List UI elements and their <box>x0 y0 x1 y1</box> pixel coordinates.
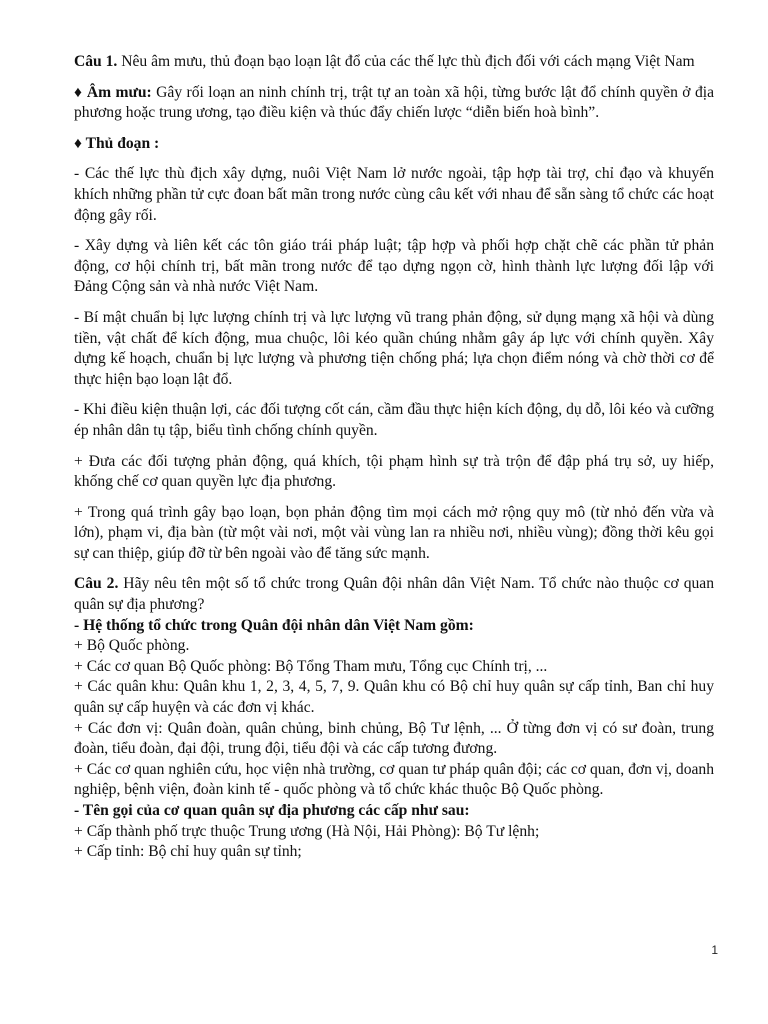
page-number: 1 <box>711 943 718 957</box>
org-item-5: + Các cơ quan nghiên cứu, học viện nhà trường, cơ quan tư pháp quân đội; các cơ quan, đơn vị, doanh nghiệp, bệnh viện, đoàn kinh tế - quốc phòng và tổ chức khác thuộc Bộ Quốc phòng. <box>74 760 714 799</box>
local-military-heading: - Tên gọi của cơ quan quân sự địa phương các cấp như sau: <box>74 802 470 819</box>
question-1 <box>74 52 714 73</box>
thu-doan-item-4: - Khi điều kiện thuận lợi, các đối tượng cốt cán, cầm đầu thực hiện kích động, dụ dỗ, lôi kéo và cưỡng ép nhân dân tụ tập, biểu tình chống chính quyền. <box>74 401 714 439</box>
thu-doan-item-3: - Bí mật chuẩn bị lực lượng chính trị và lực lượng vũ trang phản động, sử dụng mạng xã hội và dùng tiền, vật chất để kích động, mua chuộc, lôi kéo quần chúng nhằm gây áp lực với chính quyền. Xây dựng kế hoạch, chuẩn bị lực lượng và phương tiện chống phá; lựa chọn điểm nóng và chờ thời cơ để thực hiện bạo loạn lật đổ. <box>74 308 714 388</box>
org-item-1: + Bộ Quốc phòng. <box>74 637 190 655</box>
question-2-label: Câu 2. <box>74 575 119 593</box>
question-2 <box>74 574 714 615</box>
question-2-text: Hãy nêu tên một số tổ chức trong Quân đội nhân dân Việt Nam. Tổ chức nào thuộc cơ quan quân sự địa phương? <box>74 575 715 614</box>
am-muu-text: Gây rối loạn an ninh chính trị, trật tự an toàn xã hội, từng bước lật đổ chính quyền ở địa phương hoặc trung ương, tạo điều kiện và thúc đẩy chiến lược “diễn biến hoà bình”. <box>74 83 714 122</box>
thu-doan-item-2: - Xây dựng và liên kết các tôn giáo trái pháp luật; tập hợp và phối hợp chặt chẽ các phần tử phản động, cơ hội chính trị, bất mãn trong nước để tạo dựng ngọn cờ, hình thành lực lượng đối lập với Đảng Cộng sản và nhà nước Việt Nam. <box>74 237 714 296</box>
thu-doan-heading: ♦ Thủ đoạn : <box>74 134 160 152</box>
org-item-2: + Các cơ quan Bộ Quốc phòng: Bộ Tổng Tham mưu, Tổng cục Chính trị, ... <box>74 657 548 675</box>
question-1-label: Câu 1. <box>74 53 118 70</box>
thu-doan-item-1: - Các thế lực thù địch xây dựng, nuôi Việt Nam lở nước ngoài, tập hợp tài trợ, chỉ đạo và khuyến khích những phần tử cực đoan bất mãn trong nước cùng câu kết với nhau để sẵn sàng tổ chức các hoạt động gây rối. <box>74 165 714 224</box>
thu-doan-item-5: + Đưa các đối tượng phản động, quá khích, tội phạm hình sự trà trộn để đập phá trụ sở, uy hiếp, khống chế cơ quan quyền lực địa phương. <box>74 452 714 491</box>
org-item-3: + Các quân khu: Quân khu 1, 2, 3, 4, 5, 7, 9. Quân khu có Bộ chỉ huy quân sự cấp tỉnh, Ban chỉ huy quân sự cấp huyện và các đơn vị khác. <box>74 678 714 717</box>
am-muu-label: ♦ Âm mưu: <box>74 83 152 101</box>
thu-doan-item-6: + Trong quá trình gây bạo loạn, bọn phản động tìm mọi cách mở rộng quy mô (từ nhỏ đến vừa và lớn), phạm vi, địa bàn (từ một vài nơi, một vài vùng lan ra nhiều nơi, nhiều vùng); đồng thời kêu gọi sự can thiệp, giúp đỡ từ bên ngoài vào để tăng sức mạnh. <box>74 503 714 562</box>
local-item-2: + Cấp tỉnh: Bộ chỉ huy quân sự tỉnh; <box>74 843 302 861</box>
org-system-heading: - Hệ thống tổ chức trong Quân đội nhân dân Việt Nam gồm: <box>74 616 474 634</box>
local-item-1: + Cấp thành phố trực thuộc Trung ương (Hà Nội, Hải Phòng): Bộ Tư lệnh; <box>74 822 540 840</box>
am-muu-paragraph <box>74 83 714 124</box>
org-item-4: + Các đơn vị: Quân đoàn, quân chủng, binh chủng, Bộ Tư lệnh, ... Ở từng đơn vị có sư đoàn, trung đoàn, tiểu đoàn, đại đội, trung đội, tiểu đội và các cấp tương đương. <box>74 719 714 758</box>
question-1-text: Nêu âm mưu, thủ đoạn bạo loạn lật đổ của các thế lực thù địch đối với cách mạng Việt Nam <box>117 53 695 70</box>
